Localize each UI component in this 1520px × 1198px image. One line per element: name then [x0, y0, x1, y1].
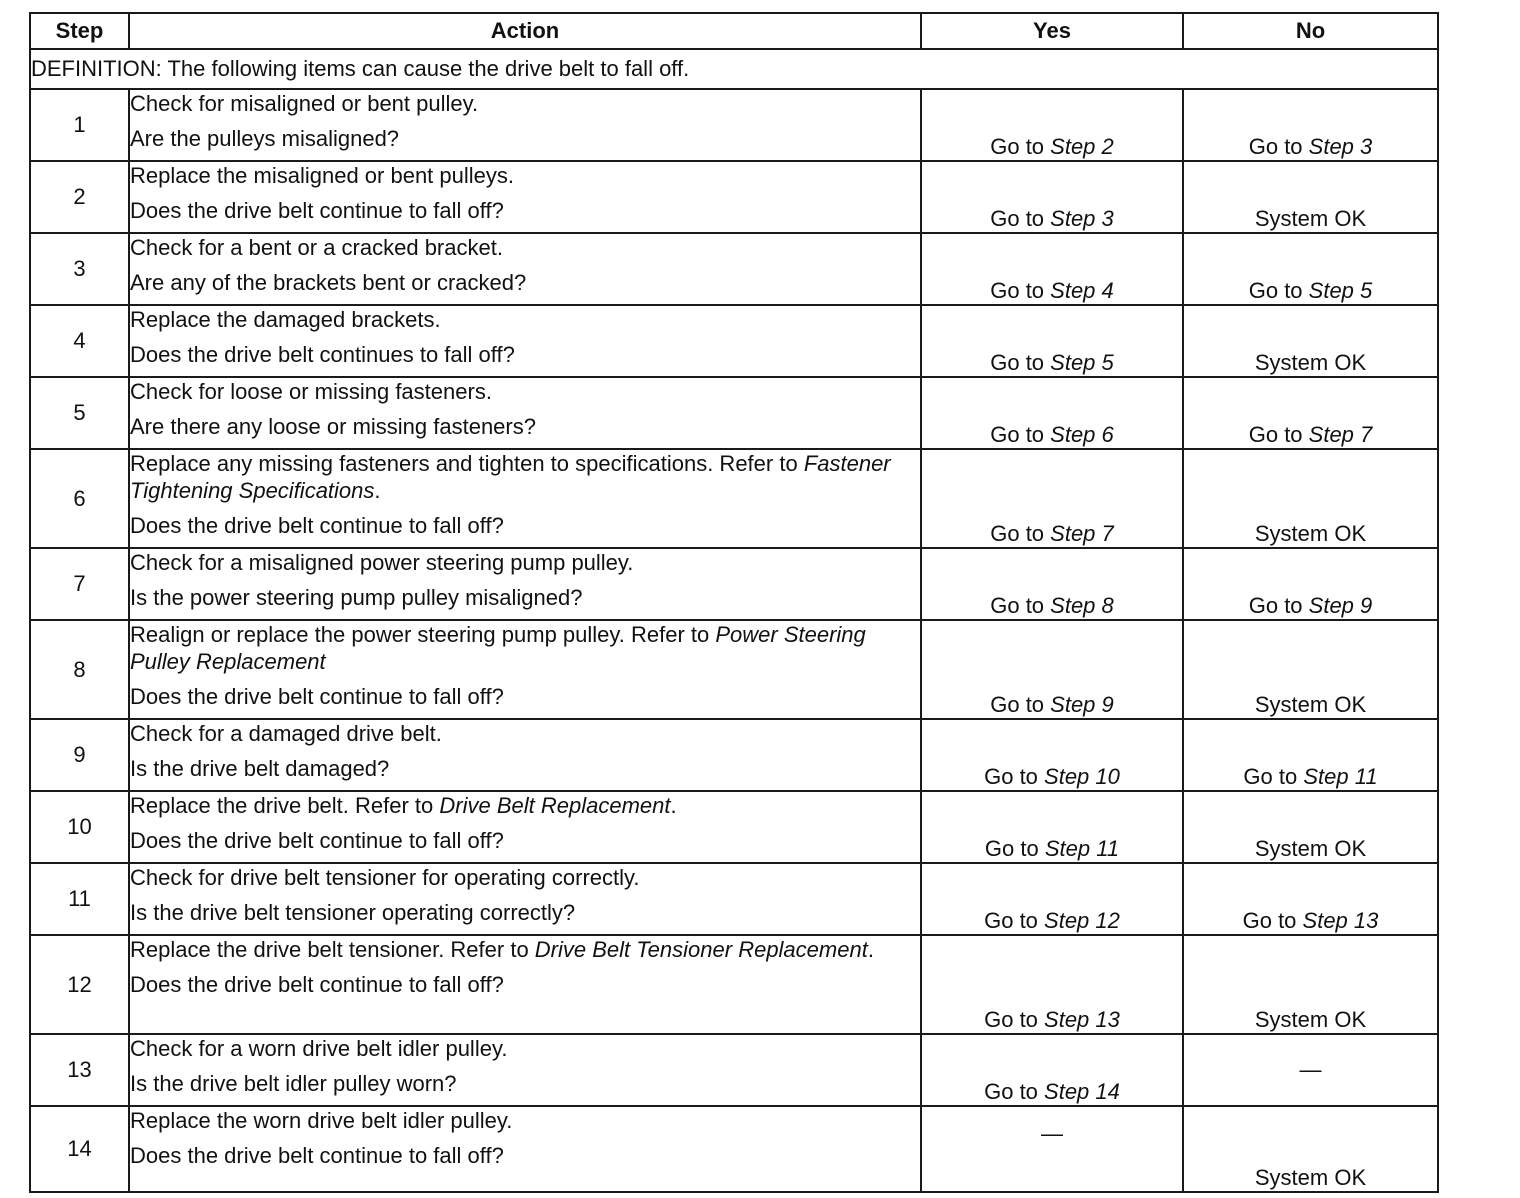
step-number: 3	[30, 233, 129, 305]
yes-cell	[921, 161, 1183, 233]
action-cell	[129, 1034, 921, 1106]
yes-step-link[interactable]: Step 6	[1050, 422, 1114, 447]
table-row	[30, 161, 1438, 233]
header-yes: Yes	[921, 13, 1183, 49]
action-cell	[129, 620, 921, 719]
action-cell	[129, 863, 921, 935]
yes-step-link[interactable]: Step 2	[1050, 134, 1114, 159]
step-number: 13	[30, 1034, 129, 1106]
yes-cell	[921, 1034, 1183, 1106]
action-text	[130, 621, 920, 675]
action-text: Check for misaligned or bent pulley.	[130, 91, 479, 116]
action-cell	[129, 161, 921, 233]
action-cell	[129, 305, 921, 377]
definition-text: DEFINITION: The following items can cause the drive belt to fall off.	[30, 49, 1438, 89]
table-row	[30, 449, 1438, 548]
no-cell	[1183, 863, 1438, 935]
action-text: Check for a misaligned power steering pump pulley.	[130, 550, 634, 575]
step-number: 11	[30, 863, 129, 935]
yes-cell: —	[921, 1106, 1183, 1192]
no-cell: —	[1183, 1034, 1438, 1106]
no-prefix: Go to	[1248, 278, 1309, 303]
table-row	[30, 233, 1438, 305]
action-text-lead: Replace the drive belt. Refer to	[130, 793, 440, 818]
yes-prefix: Go to	[984, 1079, 1045, 1104]
action-cell	[129, 791, 921, 863]
no-step-link[interactable]: Step 13	[1302, 908, 1379, 933]
no-cell	[1183, 377, 1438, 449]
reference-link[interactable]: Power Steering Pulley Replacement	[130, 622, 866, 674]
no-prefix: Go to	[1243, 764, 1304, 789]
no-cell: System OK	[1183, 791, 1438, 863]
yes-step-link[interactable]: Step 10	[1044, 764, 1120, 789]
action-cell	[129, 935, 921, 1034]
question-text: Does the drive belt continue to fall off?	[130, 513, 504, 538]
question-text: Does the drive belt continue to fall off?	[130, 828, 504, 853]
yes-cell	[921, 935, 1183, 1034]
action-text: Check for a bent or a cracked bracket.	[130, 235, 503, 260]
header-step: Step	[30, 13, 129, 49]
question-text: Does the drive belt continue to fall off?	[130, 1143, 504, 1168]
yes-prefix: Go to	[990, 278, 1051, 303]
yes-cell	[921, 305, 1183, 377]
action-cell	[129, 233, 921, 305]
no-cell: System OK	[1183, 305, 1438, 377]
step-number: 10	[30, 791, 129, 863]
yes-step-link[interactable]: Step 9	[1050, 692, 1114, 717]
table-row	[30, 548, 1438, 620]
yes-prefix: Go to	[984, 908, 1045, 933]
no-cell: System OK	[1183, 161, 1438, 233]
yes-prefix: Go to	[990, 134, 1051, 159]
question-text: Are there any loose or missing fasteners?	[130, 414, 536, 439]
no-step-link[interactable]: Step 9	[1308, 593, 1373, 618]
yes-cell	[921, 377, 1183, 449]
table-row	[30, 89, 1438, 161]
step-number: 14	[30, 1106, 129, 1192]
yes-step-link[interactable]: Step 11	[1044, 836, 1120, 861]
table-row	[30, 1034, 1438, 1106]
action-text: Check for a worn drive belt idler pulley.	[130, 1036, 508, 1061]
question-text: Does the drive belt continue to fall off?	[130, 684, 504, 709]
yes-cell	[921, 89, 1183, 161]
yes-step-link[interactable]: Step 8	[1050, 593, 1114, 618]
yes-step-link[interactable]: Step 12	[1044, 908, 1120, 933]
step-number: 6	[30, 449, 129, 548]
no-prefix: Go to	[1242, 908, 1303, 933]
yes-step-link[interactable]: Step 7	[1050, 521, 1114, 546]
table-row	[30, 377, 1438, 449]
action-text-lead: Replace the drive belt tensioner. Refer to	[130, 937, 535, 962]
header-action: Action	[129, 13, 921, 49]
action-cell	[129, 719, 921, 791]
action-text: Check for drive belt tensioner for operating correctly.	[130, 865, 640, 890]
yes-prefix: Go to	[984, 836, 1045, 861]
action-text: Replace the worn drive belt idler pulley.	[130, 1108, 513, 1133]
yes-step-link[interactable]: Step 14	[1044, 1079, 1120, 1104]
table-row	[30, 791, 1438, 863]
no-step-link[interactable]: Step 11	[1303, 764, 1378, 789]
yes-step-link[interactable]: Step 5	[1050, 350, 1114, 375]
step-number: 2	[30, 161, 129, 233]
yes-cell	[921, 449, 1183, 548]
no-cell: System OK	[1183, 1106, 1438, 1192]
diagnostic-table	[29, 12, 1439, 1193]
yes-prefix: Go to	[990, 422, 1051, 447]
no-cell: System OK	[1183, 449, 1438, 548]
header-row	[30, 13, 1438, 49]
action-text	[130, 450, 920, 504]
no-prefix: Go to	[1248, 593, 1309, 618]
table-row	[30, 719, 1438, 791]
question-text: Is the drive belt damaged?	[130, 756, 390, 781]
yes-cell	[921, 620, 1183, 719]
question-text: Is the drive belt tensioner operating correctly?	[130, 900, 576, 925]
no-prefix: Go to	[1248, 422, 1309, 447]
yes-cell	[921, 791, 1183, 863]
definition-row	[30, 49, 1438, 89]
header-no: No	[1183, 13, 1438, 49]
yes-prefix: Go to	[990, 206, 1051, 231]
yes-step-link[interactable]: Step 4	[1050, 278, 1114, 303]
action-text: Check for a damaged drive belt.	[130, 721, 442, 746]
table-row	[30, 305, 1438, 377]
no-cell	[1183, 233, 1438, 305]
no-cell: System OK	[1183, 935, 1438, 1034]
reference-link[interactable]: Fastener Tightening Specifications	[130, 451, 891, 503]
yes-cell	[921, 233, 1183, 305]
question-text: Are the pulleys misaligned?	[130, 126, 400, 151]
step-number: 7	[30, 548, 129, 620]
yes-cell	[921, 719, 1183, 791]
action-text-end: .	[867, 937, 874, 962]
reference-link[interactable]: Drive Belt Tensioner Replacement	[534, 937, 868, 962]
table-row	[30, 863, 1438, 935]
yes-prefix: Go to	[990, 350, 1051, 375]
action-text: Replace the misaligned or bent pulleys.	[130, 163, 515, 188]
yes-step-link[interactable]: Step 13	[1044, 1007, 1120, 1032]
question-text: Is the power steering pump pulley misaligned?	[130, 585, 583, 610]
action-cell	[129, 89, 921, 161]
action-cell	[129, 449, 921, 548]
question-text: Does the drive belt continue to fall off?	[130, 972, 504, 997]
question-text: Are any of the brackets bent or cracked?	[130, 270, 527, 295]
table-row	[30, 620, 1438, 719]
yes-prefix: Go to	[984, 764, 1045, 789]
action-text-end: .	[374, 478, 381, 503]
table-row	[30, 935, 1438, 1034]
step-number: 12	[30, 935, 129, 1034]
no-cell	[1183, 89, 1438, 161]
step-number: 5	[30, 377, 129, 449]
step-number: 4	[30, 305, 129, 377]
action-text	[130, 792, 920, 819]
yes-step-link[interactable]: Step 3	[1050, 206, 1114, 231]
yes-prefix: Go to	[990, 521, 1051, 546]
table-row	[30, 1106, 1438, 1192]
no-cell	[1183, 548, 1438, 620]
no-cell	[1183, 719, 1438, 791]
yes-prefix: Go to	[990, 593, 1051, 618]
question-text: Is the drive belt idler pulley worn?	[130, 1071, 457, 1096]
reference-link[interactable]: Drive Belt Replacement	[439, 793, 671, 818]
no-step-link[interactable]: Step 3	[1308, 134, 1373, 159]
no-step-link[interactable]: Step 5	[1308, 278, 1373, 303]
no-prefix: Go to	[1248, 134, 1309, 159]
action-cell	[129, 548, 921, 620]
yes-prefix: Go to	[990, 692, 1051, 717]
yes-prefix: Go to	[984, 1007, 1045, 1032]
step-number: 8	[30, 620, 129, 719]
yes-cell	[921, 548, 1183, 620]
action-text-lead: Replace any missing fasteners and tighten to specifications. Refer to	[130, 451, 804, 476]
action-text	[130, 936, 920, 963]
question-text: Does the drive belt continues to fall off?	[130, 342, 515, 367]
no-step-link[interactable]: Step 7	[1308, 422, 1373, 447]
yes-cell	[921, 863, 1183, 935]
action-text-end: .	[670, 793, 677, 818]
no-cell: System OK	[1183, 620, 1438, 719]
action-text: Replace the damaged brackets.	[130, 307, 441, 332]
step-number: 1	[30, 89, 129, 161]
action-cell	[129, 377, 921, 449]
action-text-lead: Realign or replace the power steering pump pulley. Refer to	[130, 622, 716, 647]
question-text: Does the drive belt continue to fall off?	[130, 198, 504, 223]
action-text: Check for loose or missing fasteners.	[130, 379, 492, 404]
action-cell	[129, 1106, 921, 1192]
step-number: 9	[30, 719, 129, 791]
